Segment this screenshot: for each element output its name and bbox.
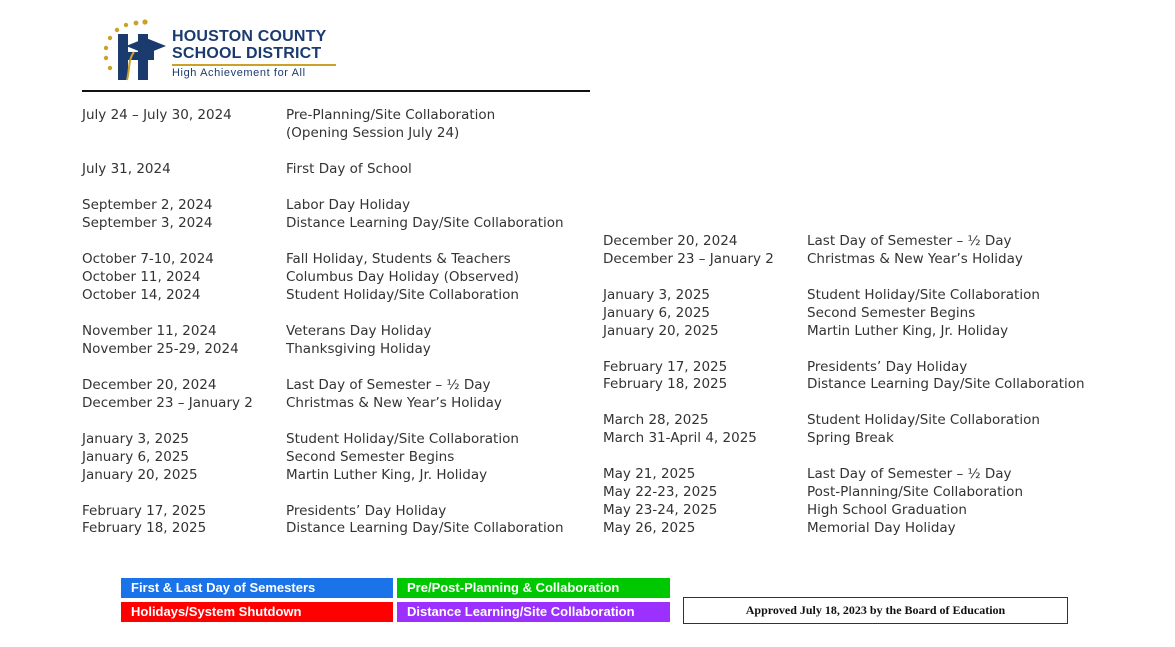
entry-event: Student Holiday/Site Collaboration	[807, 412, 1040, 428]
entry-event: Labor Day Holiday	[286, 197, 411, 213]
entry-date: July 31, 2024	[82, 161, 171, 177]
legend-planning: Pre/Post-Planning & Collaboration	[397, 578, 670, 598]
entry-event: Distance Learning Day/Site Collaboration	[286, 215, 564, 231]
entry-date: January 20, 2025	[603, 323, 719, 339]
school-district-logo-icon	[100, 16, 170, 86]
logo-divider	[172, 64, 336, 66]
logo-title-line1: HOUSTON COUNTY	[172, 28, 327, 45]
entry-event: Second Semester Begins	[286, 449, 455, 465]
entry-date: February 17, 2025	[82, 503, 207, 519]
entry-event: Last Day of Semester – ½ Day	[286, 377, 491, 393]
entry-event: Presidents’ Day Holiday	[286, 503, 447, 519]
entry-event: Student Holiday/Site Collaboration	[807, 287, 1040, 303]
entry-event: Christmas & New Year’s Holiday	[286, 395, 502, 411]
entry-event: Martin Luther King, Jr. Holiday	[286, 467, 488, 483]
entry-event: Distance Learning Day/Site Collaboration	[807, 376, 1085, 392]
entry-event: Veterans Day Holiday	[286, 323, 432, 339]
entry-date: October 7-10, 2024	[82, 251, 214, 267]
entry-event: Student Holiday/Site Collaboration	[286, 431, 519, 447]
legend-distance-learning: Distance Learning/Site Collaboration	[397, 602, 670, 622]
entry-event: Post-Planning/Site Collaboration	[807, 484, 1023, 500]
entry-date: December 23 – January 2	[603, 251, 774, 267]
entry-date: November 11, 2024	[82, 323, 217, 339]
entry-event: (Opening Session July 24)	[286, 125, 460, 141]
approval-note: Approved July 18, 2023 by the Board of Education	[683, 597, 1068, 624]
entry-event: Student Holiday/Site Collaboration	[286, 287, 519, 303]
entry-date: February 18, 2025	[603, 376, 728, 392]
header-rule	[82, 90, 590, 92]
entry-date: January 6, 2025	[603, 305, 710, 321]
entry-event: Presidents’ Day Holiday	[807, 359, 968, 375]
entry-date: September 3, 2024	[82, 215, 213, 231]
entry-event: Second Semester Begins	[807, 305, 976, 321]
entry-event: Memorial Day Holiday	[807, 520, 956, 536]
legend-holidays: Holidays/System Shutdown	[121, 602, 393, 622]
entry-event: Last Day of Semester – ½ Day	[807, 233, 1012, 249]
entry-date: May 26, 2025	[603, 520, 696, 536]
entry-date: January 3, 2025	[603, 287, 710, 303]
entry-date: February 18, 2025	[82, 520, 207, 536]
logo-tagline: High Achievement for All	[172, 67, 306, 79]
entry-date: January 3, 2025	[82, 431, 189, 447]
entry-date: January 6, 2025	[82, 449, 189, 465]
entry-date: March 31-April 4, 2025	[603, 430, 757, 446]
entry-date: December 20, 2024	[603, 233, 738, 249]
district-logo	[100, 16, 340, 86]
entry-date: September 2, 2024	[82, 197, 213, 213]
entry-date: October 14, 2024	[82, 287, 201, 303]
entry-date: July 24 – July 30, 2024	[82, 107, 232, 123]
legend-semesters: First & Last Day of Semesters	[121, 578, 393, 598]
logo-title-line2: SCHOOL DISTRICT	[172, 45, 322, 62]
entry-event: Last Day of Semester – ½ Day	[807, 466, 1012, 482]
entry-date: May 22-23, 2025	[603, 484, 718, 500]
entry-event: Christmas & New Year’s Holiday	[807, 251, 1023, 267]
entry-event: Pre-Planning/Site Collaboration	[286, 107, 496, 123]
entry-event: Spring Break	[807, 430, 894, 446]
entry-event: First Day of School	[286, 161, 412, 177]
entry-date: October 11, 2024	[82, 269, 201, 285]
entry-event: Distance Learning Day/Site Collaboration	[286, 520, 564, 536]
entry-event: Columbus Day Holiday (Observed)	[286, 269, 520, 285]
entry-event: Martin Luther King, Jr. Holiday	[807, 323, 1009, 339]
entry-date: May 21, 2025	[603, 466, 696, 482]
entry-date: January 20, 2025	[82, 467, 198, 483]
entry-date: February 17, 2025	[603, 359, 728, 375]
entry-date: December 20, 2024	[82, 377, 217, 393]
entry-date: December 23 – January 2	[82, 395, 253, 411]
entry-date: November 25-29, 2024	[82, 341, 239, 357]
entry-date: May 23-24, 2025	[603, 502, 718, 518]
entry-event: High School Graduation	[807, 502, 967, 518]
entry-event: Fall Holiday, Students & Teachers	[286, 251, 511, 267]
entry-event: Thanksgiving Holiday	[286, 341, 431, 357]
entry-date: March 28, 2025	[603, 412, 709, 428]
